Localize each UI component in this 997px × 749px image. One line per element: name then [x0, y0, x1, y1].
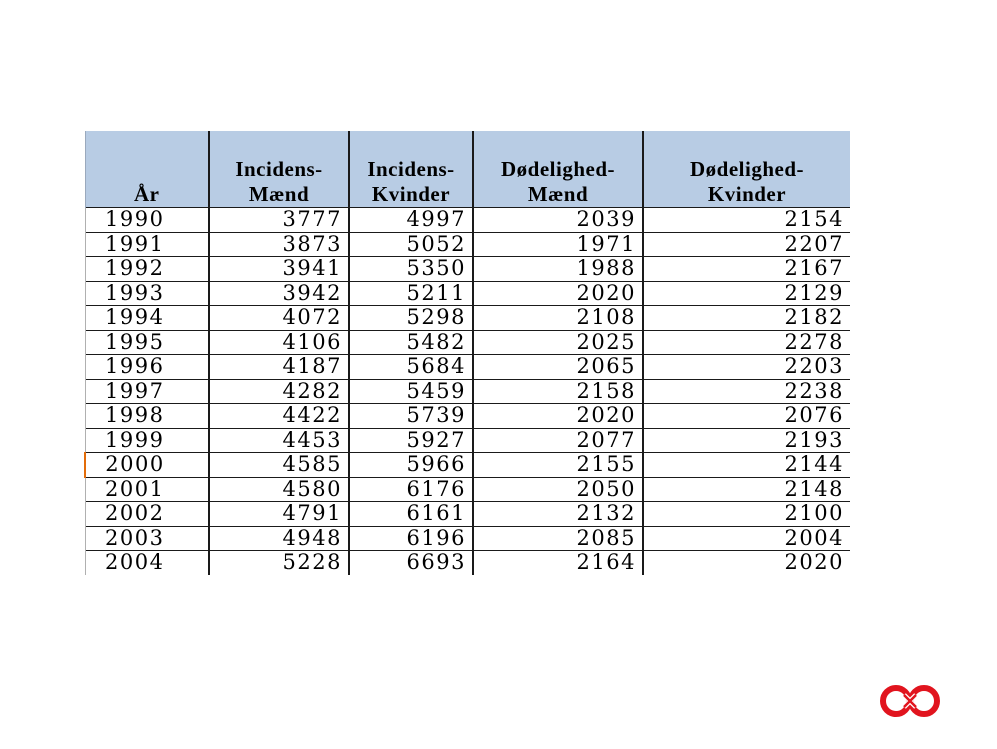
- year-cell: 2001: [85, 477, 209, 502]
- mortality-women-cell: 2238: [643, 379, 850, 404]
- mortality-women-cell: 2076: [643, 404, 850, 429]
- incidence-women-cell: 4997: [349, 208, 473, 233]
- mortality-men-cell: 2108: [473, 306, 643, 331]
- table-row: [85, 355, 850, 380]
- mortality-women-cell: 2154: [643, 208, 850, 233]
- mortality-men-header: [473, 131, 643, 208]
- mortality-women-cell: 2144: [643, 453, 850, 478]
- incidence-women-header: [349, 131, 473, 208]
- incidence-men-cell: 4948: [209, 526, 349, 551]
- year-header: [85, 131, 209, 208]
- incidence-women-cell: 5350: [349, 257, 473, 282]
- table-row: [85, 502, 850, 527]
- mortality-women-header: [643, 131, 850, 208]
- incidence-women-cell: 5739: [349, 404, 473, 429]
- year-cell: 1995: [85, 330, 209, 355]
- year-cell: 2002: [85, 502, 209, 527]
- incidence-men-cell: 4282: [209, 379, 349, 404]
- mortality-women-cell: 2203: [643, 355, 850, 380]
- incidence-men-header: [209, 131, 349, 208]
- incidence-women-cell: 5459: [349, 379, 473, 404]
- mortality-men-cell: 2077: [473, 428, 643, 453]
- mortality-men-cell: 1971: [473, 232, 643, 257]
- header-line-1: Dødelighed-: [500, 157, 615, 181]
- mortality-men-cell: 2065: [473, 355, 643, 380]
- infinity-logo-icon: [878, 684, 942, 718]
- header-line-2: År: [134, 182, 160, 206]
- year-cell: 1994: [85, 306, 209, 331]
- mortality-men-cell: 2085: [473, 526, 643, 551]
- mortality-women-cell: 2207: [643, 232, 850, 257]
- mortality-women-cell: 2100: [643, 502, 850, 527]
- mortality-men-cell: 2025: [473, 330, 643, 355]
- header-line-1: [90, 157, 205, 182]
- incidence-women-cell: 6693: [349, 551, 473, 575]
- mortality-women-cell: 2020: [643, 551, 850, 575]
- header-line-2: Mænd: [248, 182, 310, 206]
- incidence-women-cell: 5966: [349, 453, 473, 478]
- table-row: [85, 477, 850, 502]
- incidence-men-cell: 3941: [209, 257, 349, 282]
- mortality-men-cell: 2020: [473, 404, 643, 429]
- year-cell: 2003: [85, 526, 209, 551]
- header-line-1: Dødelighed-: [689, 157, 804, 181]
- incidence-men-cell: 4422: [209, 404, 349, 429]
- header-line-1: Incidens-: [367, 157, 455, 181]
- logo-right-ring: [911, 688, 937, 714]
- incidence-women-cell: 5927: [349, 428, 473, 453]
- table-row: [85, 526, 850, 551]
- year-cell: 1997: [85, 379, 209, 404]
- header-line-2: Kvinder: [707, 182, 787, 206]
- header-line-1: Incidens-: [235, 157, 323, 181]
- incidence-men-cell: 4580: [209, 477, 349, 502]
- mortality-women-cell: 2278: [643, 330, 850, 355]
- table-row: [85, 379, 850, 404]
- mortality-women-cell: 2193: [643, 428, 850, 453]
- incidence-women-cell: 5298: [349, 306, 473, 331]
- year-cell: 1999: [85, 428, 209, 453]
- data-table-container: [84, 131, 850, 586]
- incidence-women-cell: 6161: [349, 502, 473, 527]
- year-cell: 1996: [85, 355, 209, 380]
- table-row: [85, 281, 850, 306]
- mortality-men-cell: 1988: [473, 257, 643, 282]
- incidence-women-cell: 5482: [349, 330, 473, 355]
- cancer-statistics-table: [84, 131, 850, 575]
- mortality-men-cell: 2132: [473, 502, 643, 527]
- incidence-men-cell: 4072: [209, 306, 349, 331]
- year-cell: 2004: [85, 551, 209, 575]
- incidence-women-cell: 6176: [349, 477, 473, 502]
- table-row: [85, 257, 850, 282]
- logo-left-ring: [883, 688, 909, 714]
- incidence-men-cell: 3942: [209, 281, 349, 306]
- mortality-women-cell: 2004: [643, 526, 850, 551]
- mortality-men-cell: 2155: [473, 453, 643, 478]
- incidence-men-cell: 4791: [209, 502, 349, 527]
- mortality-men-cell: 2158: [473, 379, 643, 404]
- table-row: [85, 306, 850, 331]
- mortality-men-cell: 2164: [473, 551, 643, 575]
- incidence-men-cell: 4585: [209, 453, 349, 478]
- table-row: [85, 208, 850, 233]
- incidence-women-cell: 5684: [349, 355, 473, 380]
- incidence-men-cell: 4453: [209, 428, 349, 453]
- year-cell: 1992: [85, 257, 209, 282]
- mortality-men-cell: 2050: [473, 477, 643, 502]
- mortality-men-cell: 2039: [473, 208, 643, 233]
- table-row: [85, 232, 850, 257]
- incidence-women-cell: 5211: [349, 281, 473, 306]
- mortality-women-cell: 2182: [643, 306, 850, 331]
- table-row: [85, 428, 850, 453]
- year-cell: 1993: [85, 281, 209, 306]
- year-cell: 1990: [85, 208, 209, 233]
- incidence-men-cell: 4106: [209, 330, 349, 355]
- incidence-men-cell: 3873: [209, 232, 349, 257]
- table-body: [85, 208, 850, 575]
- incidence-women-cell: 6196: [349, 526, 473, 551]
- header-line-2: Kvinder: [371, 182, 451, 206]
- year-cell: 2000: [85, 453, 209, 478]
- mortality-women-cell: 2129: [643, 281, 850, 306]
- incidence-men-cell: 3777: [209, 208, 349, 233]
- table-row: [85, 551, 850, 575]
- mortality-women-cell: 2167: [643, 257, 850, 282]
- mortality-men-cell: 2020: [473, 281, 643, 306]
- table-row: [85, 330, 850, 355]
- year-cell: 1991: [85, 232, 209, 257]
- header-line-2: Mænd: [527, 182, 589, 206]
- incidence-men-cell: 5228: [209, 551, 349, 575]
- table-row: [85, 453, 850, 478]
- table-row: [85, 404, 850, 429]
- incidence-men-cell: 4187: [209, 355, 349, 380]
- year-cell: 1998: [85, 404, 209, 429]
- incidence-women-cell: 5052: [349, 232, 473, 257]
- table-header: [85, 131, 850, 208]
- mortality-women-cell: 2148: [643, 477, 850, 502]
